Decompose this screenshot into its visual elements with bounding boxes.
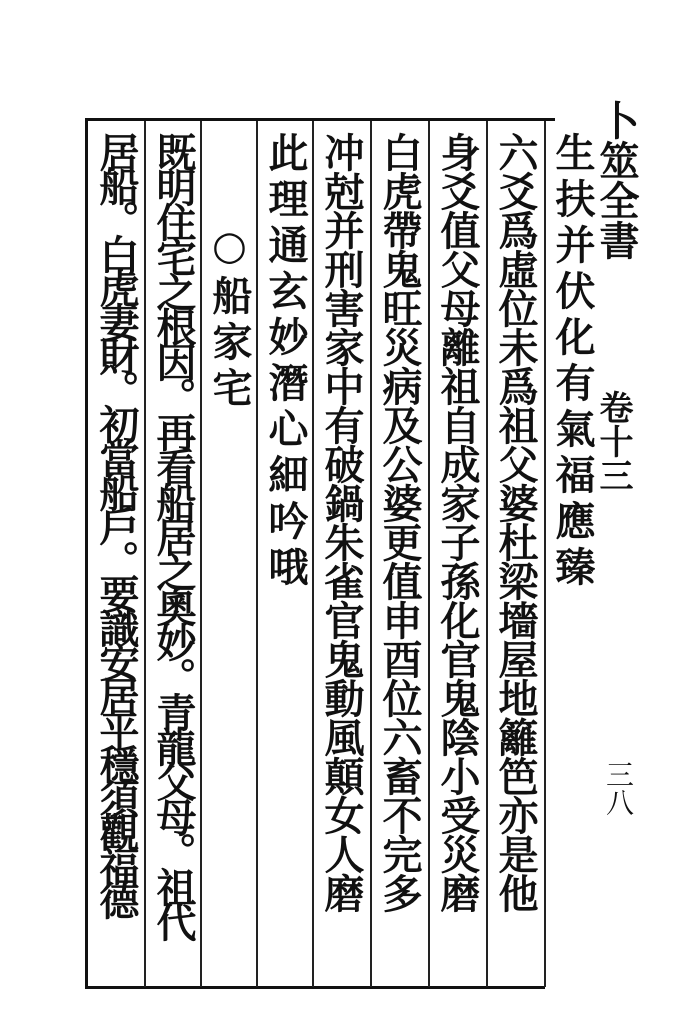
margin-page-number: 三八 [602, 760, 635, 816]
column-divider [544, 121, 546, 987]
margin-volume: 卷十三 [593, 390, 633, 492]
text-column-1: 生扶并伏化有氣福應臻 [549, 132, 596, 592]
section-heading: ○船家宅 [206, 222, 253, 413]
text-column-4: 白虎帶鬼旺災病及公婆更值申酉位六畜不完多 [376, 132, 423, 912]
column-divider [312, 121, 314, 987]
column-divider [256, 121, 258, 987]
margin-book-title: 卜筮全書 [593, 100, 640, 260]
column-divider [370, 121, 372, 987]
column-divider [144, 121, 146, 987]
text-column-5: 冲尅并刑害家中有破鍋朱雀官鬼動風顛女人磨 [318, 132, 365, 912]
frame-bottom-border [85, 986, 545, 989]
text-column-3: 身爻值父母離祖自成家子孫化官鬼陰小受災磨 [434, 132, 481, 912]
frame-top-border [85, 118, 555, 121]
text-column-9: 居船。白虎妻財。初當船戶。要識安居平穩須觀福德 [93, 132, 140, 914]
text-column-6: 此理通玄妙潛心細吟哦 [262, 132, 309, 592]
text-column-2: 六爻爲虛位未爲祖父婆杜梁墻屋地籬笆亦是他 [492, 132, 539, 912]
column-divider [486, 121, 488, 987]
text-column-8: 既明住宅之根因。再看船居之奧妙。青龍父母。祖代 [150, 132, 197, 937]
frame-left-border [85, 118, 88, 988]
column-divider [428, 121, 430, 987]
column-divider [200, 121, 202, 987]
